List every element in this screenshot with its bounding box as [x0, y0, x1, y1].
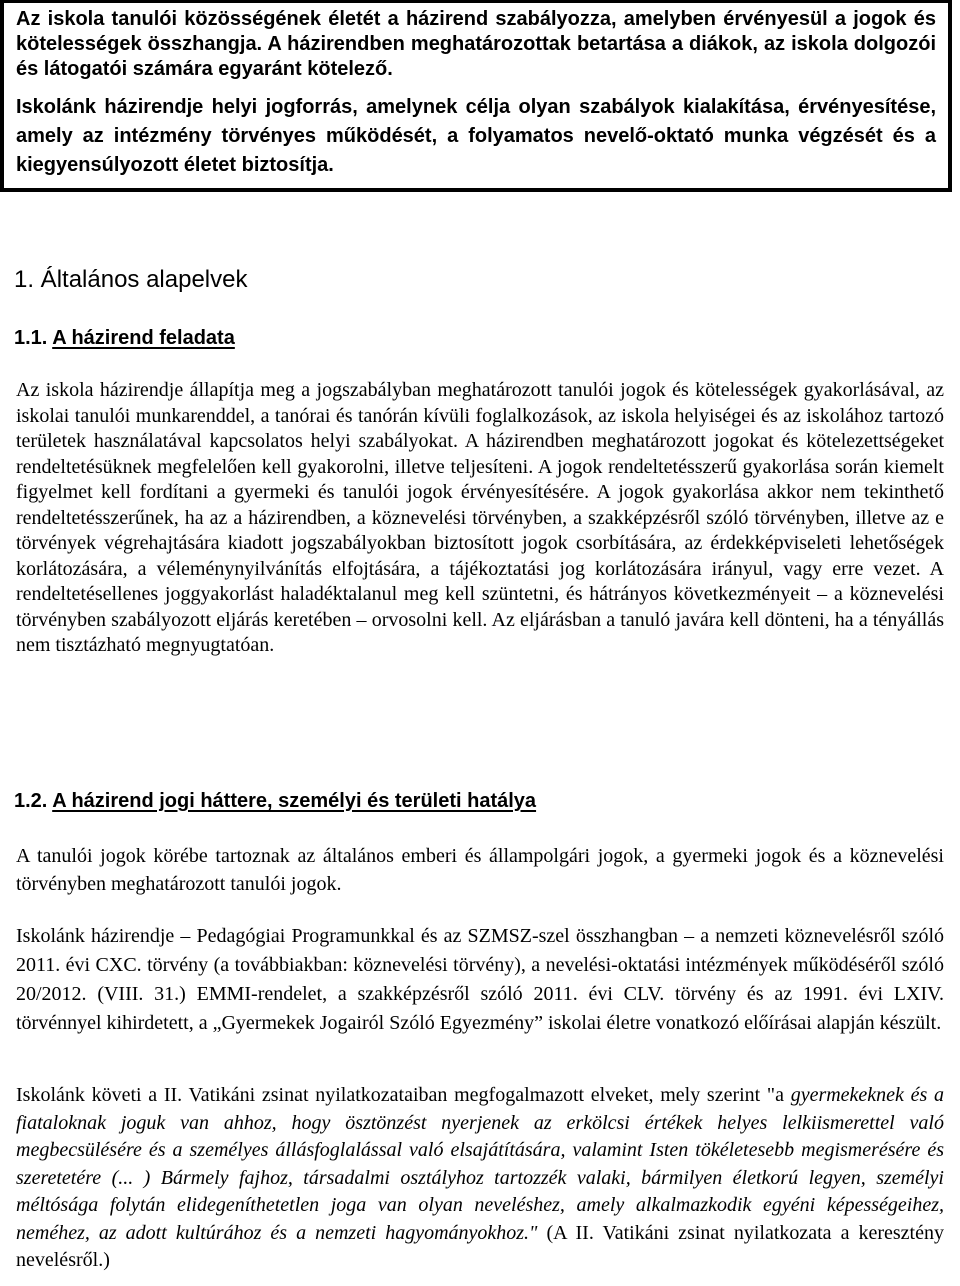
section-1-1-heading [14, 325, 235, 351]
intro-box [0, 0, 952, 192]
section-1-2-paragraph-3 [16, 1082, 944, 1275]
section-1-1-number: 1.1. [14, 327, 48, 349]
intro-paragraph-2: Iskolánk házirendje helyi jogforrás, amelynek célja olyan szabályok kialakítása, érvényesítése, amely az intézmény törvényes működését, a folyamatos nevelő-oktató munka végzését és a kiegyensúlyozott életet biztosítja. [16, 96, 936, 176]
section-1-2-title: A házirend jogi háttere, személyi és területi hatálya [52, 790, 537, 812]
section-1-heading: 1. Általános alapelvek [14, 266, 248, 293]
paragraph-3-lead: Iskolánk követi a II. Vatikáni zsinat nyilatkozataiban megfogalmazott elveket, mely szerint "a [16, 1084, 791, 1106]
vatican-quote: gyermekeknek és a fiataloknak joguk van ahhoz, hogy ösztönzést nyerjenek az erkölcsi értékek helyes lelkiismerettel való megbecsülésére és a személyes állásfoglalással való elsajátítására, valamint Isten tökéletesebb megismerésére és szeretetére (... ) Bármely fajhoz, társadalmi osztályhoz tartozzék valaki, bármilyen életkorú legyen, személyi méltósága folytán elidegeníthetetlen joga van olyan neveléshez, amely alkalmazkodik egyéni képességeihez, neméhez, az adott kultúrához és a nemzeti hagyományokhoz." [16, 1084, 945, 1244]
section-1-2-heading [14, 788, 536, 814]
section-1-2-paragraph-2: Iskolánk házirendje – Pedagógiai Programunkkal és az SZMSZ-szel összhangban – a nemzeti köznevelésről szóló 2011. évi CXC. törvény (a továbbiakban: köznevelési törvény), a nevelési-oktatási intézmények működéséről szóló 20/2012. (VIII. 31.) EMMI-rendelet, a szakképzésről szóló 2011. évi CLV. törvény és az 1991. évi LXIV. törvénnyel kihirdetett, a „Gyermekek Jogairól Szóló Egyezmény” iskolai életre vonatkozó előírásai alapján készült. [16, 925, 944, 1034]
section-1-1-paragraph: Az iskola házirendje állapítja meg a jogszabályban meghatározott tanulói jogok és kötelességek gyakorlásával, az iskolai tanulói munkarenddel, a tanórai és tanórán kívüli foglalkozások, az iskola helyiségei és az iskolához tartozó területek használatával kapcsolatos helyi szabályokat. A házirendben meghatározott jogokat és kötelezettségeket rendeltetésüknek megfelelően kell gyakorolni, illetve teljesíteni. A jogok rendeltetésszerű gyakorlása során kiemelt figyelmet kell fordítani a gyermeki és tanulói jogok érvényesítésére. A jogok gyakorlása akkor nem tekinthető rendeltetésszerűnek, ha az a házirendben, a köznevelési törvényben, a szakképzésről szóló törvényben, illetve az e törvények végrehajtására kiadott jogszabályokban biztosított jogok csorbítására, az érdekképviseleti lehetőségek korlátozására, a véleménynyilvánítás elfojtására, a tájékoztatási jog korlátozására irányul, vagy erre vezet. A rendeltetésellenes joggyakorlást haladéktalanul meg kell szüntetni, és hátrányos következményeit – a köznevelési törvényben szabályozott eljárás keretében – orvosolni kell. Az eljárásban a tanuló javára kell dönteni, ha a tényállás nem tisztázható megnyugtatóan. [16, 379, 944, 656]
section-1-2-number: 1.2. [14, 790, 48, 812]
paragraph-3-citation: (A II. Vatikáni zsinat nyilatkozata a keresztény nevelésről.) [16, 1221, 944, 1271]
section-1-1-title: A házirend feladata [52, 327, 235, 349]
intro-paragraph-1: Az iskola tanulói közösségének életét a házirend szabályozza, amelyben érvényesül a jogok és kötelességek összhangja. A házirendben meghatározottak betartása a diákok, az iskola dolgozói és látogatói számára egyaránt kötelező. [16, 8, 936, 80]
section-1-2-paragraph-1: A tanulói jogok körébe tartoznak az általános emberi és állampolgári jogok, a gyermeki jogok és a köznevelési törvényben meghatározott tanulói jogok. [16, 845, 944, 895]
